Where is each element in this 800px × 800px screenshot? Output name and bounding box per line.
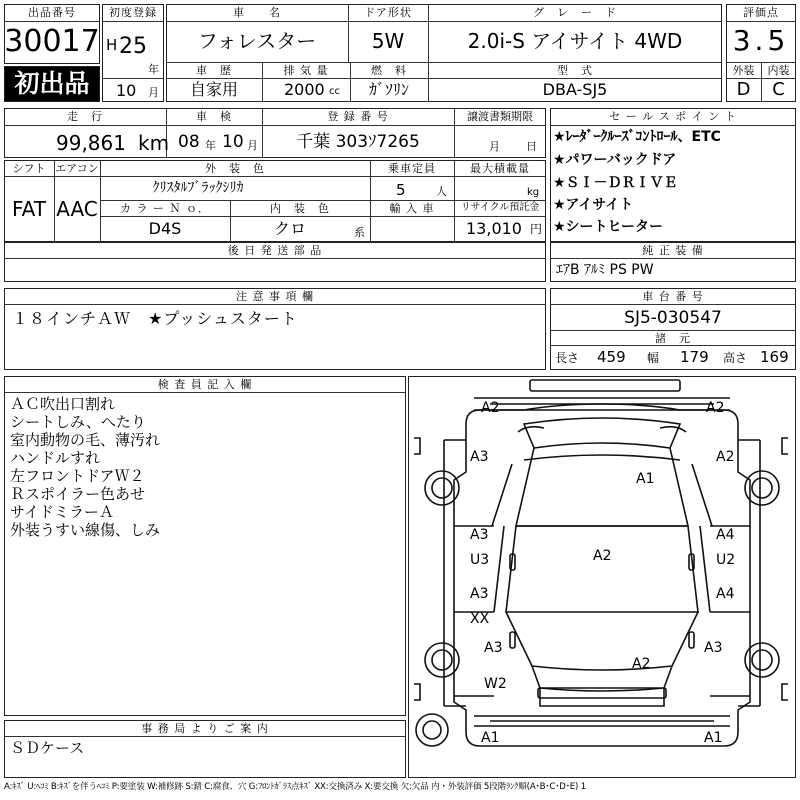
transfer-deadline-label: 譲渡書類期限	[467, 110, 533, 123]
fuel: ｶﾞｿﾘﾝ	[368, 80, 409, 99]
lot-number-label: 出品番号	[28, 6, 76, 19]
length-label: 長さ	[555, 351, 580, 365]
shift-label: シフト	[12, 162, 46, 175]
vehicle-history: 自家用	[189, 80, 238, 99]
exterior-grade-label: 外装	[732, 64, 755, 77]
grade-label: グ レ ー ド	[533, 6, 617, 19]
legend-text: A:ｷｽﾞ U:ﾍｺﾐ B:ｷｽﾞを伴うﾍｺﾐ P:要塗装 W:補修跡 S:錆 C:腐食、穴 G:ﾌﾛﾝﾄｶﾞﾗｽ点ｷｽﾞ XX:交換済み X:要交換 欠:欠品 内・外装評価 5段階ﾗﾝｸ順(A･B･C･D･E) 1	[4, 782, 586, 792]
mark-right-front-door-2: U2	[716, 552, 736, 568]
office-text: ＳＤケース	[10, 739, 85, 757]
sales-point: ★パワーバックドア	[553, 152, 677, 168]
inspector-note: シートしみ、へたり	[10, 413, 146, 431]
interior-color: クロ	[273, 219, 306, 238]
displacement-unit: cc	[329, 86, 340, 97]
sales-point: ★アイサイト	[553, 197, 634, 213]
mark-trunk: A2	[632, 656, 651, 672]
grade: 2.0i-S アイサイト 4WD	[467, 29, 683, 53]
mark-right-front-door: A4	[716, 527, 735, 543]
score-label: 評価点	[743, 6, 779, 19]
mark-right-rear-door: A4	[716, 586, 735, 602]
registration-number: 千葉 303ｿ7265	[296, 132, 420, 152]
equipment: ｴｱB ｱﾙﾐ PS PW	[556, 262, 654, 278]
inspector-label: 検 査 員 記 入 欄	[157, 378, 253, 391]
car-name-label: 車 名	[233, 6, 281, 19]
mark-front-left: A2	[481, 400, 500, 416]
sales-point: ★ＳＩ－ＤＲＩＶＥ	[553, 175, 678, 191]
sales-point: ★シートヒーター	[553, 219, 663, 235]
lot-number: 30017	[4, 24, 100, 59]
seating-capacity-unit: 人	[436, 185, 447, 198]
door-type-label: ドア形状	[364, 6, 412, 19]
inspection-year-unit: 年	[205, 139, 216, 152]
sales-point: ★ﾚｰﾀﾞｰｸﾙｰｽﾞｺﾝﾄﾛｰﾙ、ETC	[553, 129, 721, 145]
mileage-unit: km	[138, 131, 170, 155]
inspection-month-unit: 月	[247, 139, 258, 152]
inspector-note: 左フロントドアＷ２	[10, 467, 145, 485]
exterior-color: ｸﾘｽﾀﾙﾌﾞﾗｯｸｼﾘｶ	[152, 180, 244, 196]
era-label: H	[106, 36, 118, 54]
registration-month: 10	[116, 81, 137, 100]
exterior-grade: D	[736, 79, 751, 100]
recycle-deposit-unit: 円	[530, 222, 543, 236]
chassis-number-label: 車 台 番 号	[642, 290, 704, 303]
later-parts-label: 後 日 発 送 部 品	[227, 244, 323, 257]
registration-number-label: 登 録 番 号	[327, 110, 389, 123]
notes-label: 注 意 事 項 欄	[236, 290, 314, 303]
inspection-year: 08	[178, 132, 200, 152]
inspector-note: サイドミラーＡ	[10, 503, 114, 521]
interior-grade: C	[772, 79, 785, 100]
mileage: 99,861	[56, 131, 126, 155]
mark-left-front-door: A3	[470, 527, 489, 543]
mark-left-front-door-2: U3	[470, 552, 490, 568]
office-label: 事 務 局 よ り ご 案 内	[141, 722, 269, 735]
interior-grade-label: 内装	[767, 64, 790, 77]
equipment-label: 純 正 装 備	[642, 244, 704, 257]
recycle-deposit: 13,010	[466, 219, 522, 238]
mark-right-quarter: A3	[704, 640, 723, 656]
import-car-label: 輸 入 車	[389, 202, 435, 215]
height: 169	[760, 348, 789, 366]
mark-front-right: A2	[706, 400, 725, 416]
mark-left-rear-door: A3	[470, 586, 489, 602]
inspector-note: 外装うすい線傷、しみ	[10, 521, 161, 539]
inspector-note: Ｒスポイラー色あせ	[10, 485, 146, 503]
color-number: D4S	[148, 219, 182, 238]
notes-text: １８インチＡＷ ★プッシュスタート	[12, 309, 298, 328]
mark-left-rear-door-2: XX	[470, 611, 490, 627]
mark-left-quarter: A3	[484, 640, 503, 656]
mark-left-front-fender: A3	[470, 449, 489, 465]
displacement-label: 排 気 量	[283, 64, 329, 77]
mark-left-quarter-2: W2	[484, 676, 507, 692]
color-number-label: カ ラ ー Ｎ ｏ．	[120, 202, 210, 215]
inspector-note: ハンドルすれ	[10, 449, 101, 467]
seating-capacity: 5	[396, 181, 406, 199]
car-name: フォレスター	[197, 29, 317, 53]
mark-right-front-fender: A2	[716, 449, 735, 465]
chassis-number: SJ5-030547	[624, 308, 722, 328]
air-conditioner: AAC	[56, 197, 98, 221]
car-body-diagram	[408, 376, 796, 778]
max-load-label: 最大積載量	[470, 162, 530, 175]
inspector-note: ＡＣ吹出口割れ	[10, 395, 116, 413]
vehicle-history-label: 車 歴	[196, 64, 232, 77]
seating-capacity-label: 乗車定員	[388, 162, 436, 175]
first-listing-text: 初出品	[14, 69, 90, 98]
specs-label: 諸 元	[655, 332, 691, 345]
transfer-month-unit: 月	[489, 140, 500, 153]
max-load-unit: kg	[527, 187, 540, 198]
recycle-deposit-label: リサイクル預託金	[460, 202, 540, 213]
inspector-note: 室内動物の毛、薄汚れ	[10, 431, 161, 449]
model-code: DBA-SJ5	[542, 80, 608, 99]
mark-hood: A1	[636, 471, 655, 487]
fuel-label: 燃 料	[371, 64, 407, 77]
displacement: 2000	[284, 80, 325, 99]
mileage-label: 走 行	[67, 110, 103, 123]
first-registration-label: 初度登録	[109, 6, 157, 19]
registration-year-unit: 年	[148, 63, 159, 76]
interior-color-label: 内 装 色	[270, 202, 330, 215]
model-code-label: 型 式	[557, 64, 593, 77]
sales-points-label: セ ー ル ス ポ イ ン ト	[609, 110, 737, 123]
transfer-day-unit: 日	[526, 140, 537, 153]
inspection-label: 車 検	[196, 110, 232, 123]
shift: FAT	[11, 197, 46, 221]
length: 459	[597, 348, 626, 366]
mark-rear-left: A1	[481, 730, 500, 746]
registration-year: 25	[119, 34, 147, 59]
registration-month-unit: 月	[148, 86, 159, 99]
door-type: 5W	[371, 29, 405, 53]
mark-rear-right: A1	[704, 730, 723, 746]
width: 179	[680, 348, 709, 366]
mark-roof: A2	[593, 548, 612, 564]
inspection-month: 10	[222, 132, 244, 152]
score: 3.5	[732, 24, 790, 57]
interior-color-unit: 系	[354, 226, 365, 239]
width-label: 幅	[647, 351, 660, 365]
exterior-color-label: 外 装 色	[205, 162, 265, 175]
height-label: 高さ	[723, 351, 748, 365]
air-conditioner-label: エアコン	[55, 162, 99, 175]
